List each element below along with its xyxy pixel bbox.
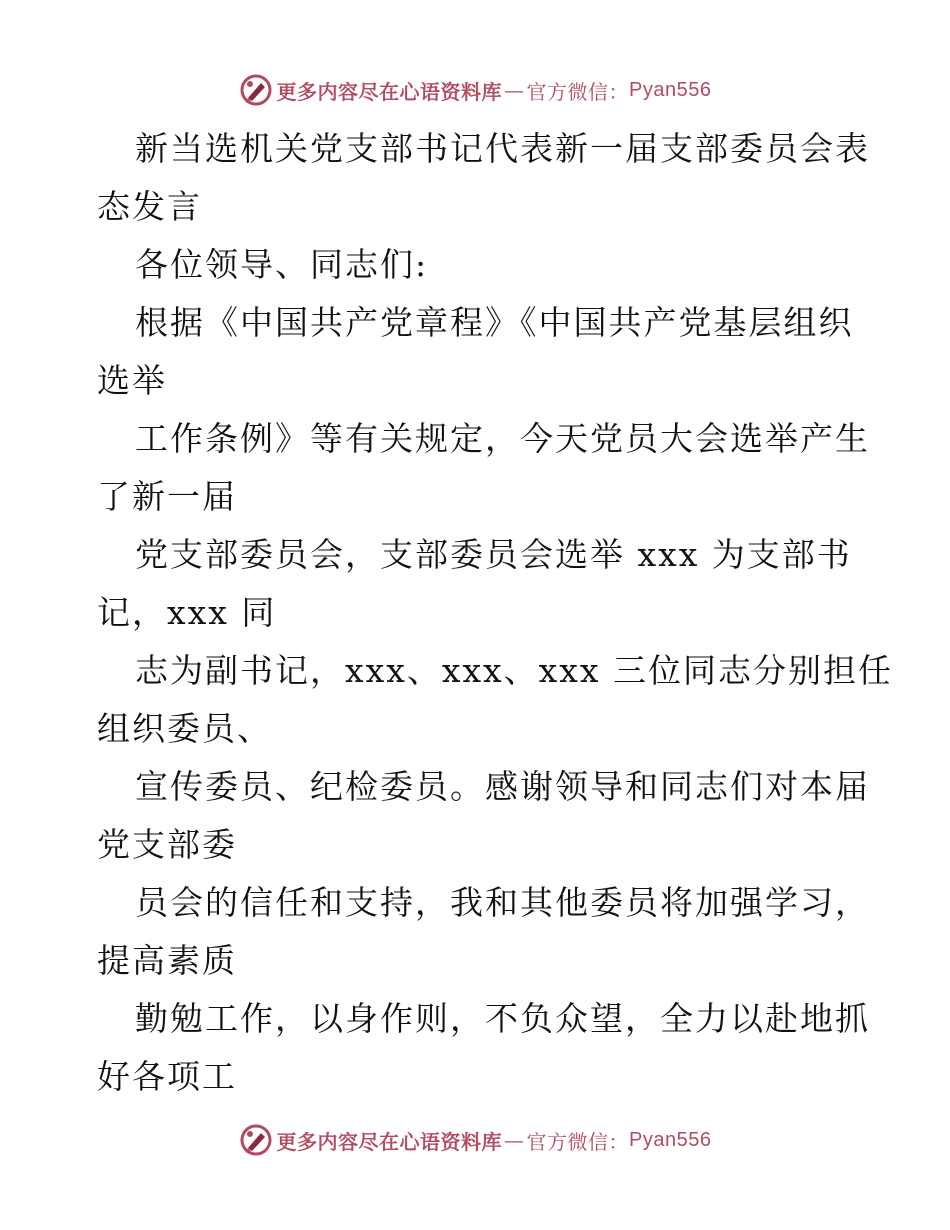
footer-wechat-label: 官方微信： [526, 1129, 630, 1154]
paragraph-line: 态发言 [97, 187, 202, 226]
paragraph-line: 勤勉工作，以身作则，不负众望，全力以赴地抓 [135, 999, 870, 1038]
paragraph [97, 294, 857, 410]
paragraph-line: 党支部委 [97, 825, 237, 864]
paragraph-line: 工作条例》等有关规定，今天党员大会选举产生 [135, 419, 870, 458]
paragraph-line: 好各项工 [97, 1057, 237, 1096]
paragraph-line: 了新一届 [97, 477, 237, 516]
header-brand: 更多内容尽在心语资料库 [276, 79, 503, 104]
header-separator: — [504, 78, 525, 102]
paragraph [97, 874, 870, 990]
paragraph [97, 642, 893, 758]
paragraph-line: 选举 [97, 361, 167, 400]
header-wechat-label: 官方微信： [526, 79, 630, 104]
footer-separator: — [504, 1128, 525, 1152]
paragraph-salutation [97, 236, 857, 294]
header-wechat-id: Pyan556 [629, 78, 712, 101]
document-body [97, 120, 893, 1106]
paragraph-title [97, 120, 870, 236]
footer-wechat-id: Pyan556 [629, 1128, 712, 1151]
paragraph-line: 各位领导、同志们: [135, 245, 429, 284]
paragraph-line: 志为副书记，xxx、xxx、xxx 三位同志分别担任 [135, 651, 893, 690]
paragraph-line: 员会的信任和支持，我和其他委员将加强学习， [135, 883, 870, 922]
paragraph [97, 526, 857, 642]
pen-logo-icon [239, 1123, 273, 1157]
pen-logo-icon [239, 73, 273, 107]
paragraph-line: 宣传委员、纪检委员。感谢领导和同志们对本届 [135, 767, 870, 806]
footer-banner [0, 1120, 950, 1160]
paragraph-line: 新当选机关党支部书记代表新一届支部委员会表 [135, 129, 870, 168]
paragraph [97, 990, 870, 1106]
paragraph-line: 党支部委员会，支部委员会选举 xxx 为支部书 [135, 535, 852, 574]
header-banner [0, 70, 950, 110]
paragraph-line: 组织委员、 [97, 709, 272, 748]
paragraph [97, 410, 870, 526]
paragraph [97, 758, 870, 874]
paragraph-line: 根据《中国共产党章程》《中国共产党基层组织 [135, 303, 854, 342]
footer-brand: 更多内容尽在心语资料库 [276, 1129, 503, 1154]
paragraph-line: 提高素质 [97, 941, 237, 980]
paragraph-line: 记，xxx 同 [97, 593, 277, 632]
